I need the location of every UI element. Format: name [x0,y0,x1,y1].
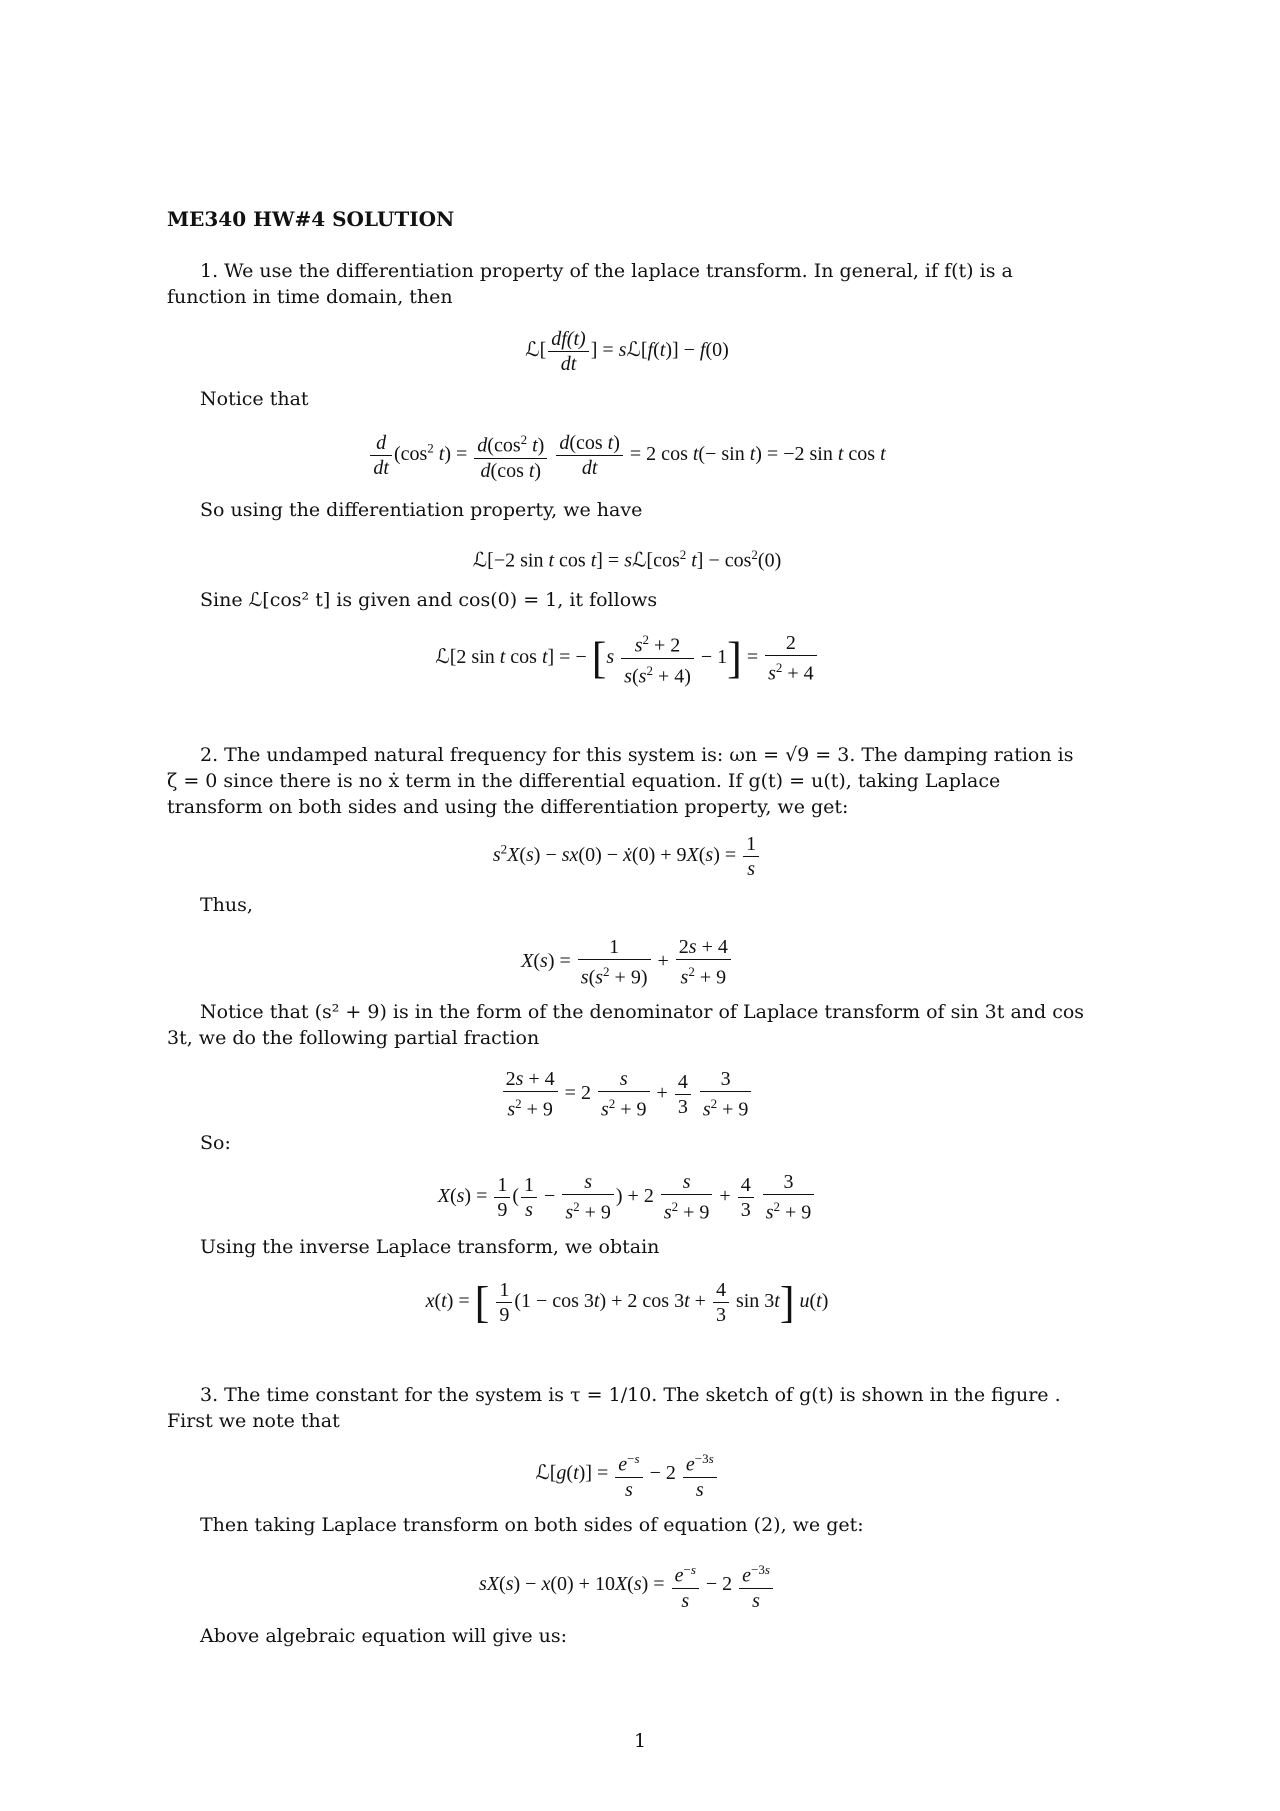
so-using-text: So using the differentiation property, we have [200,499,643,521]
using-inverse-text: Using the inverse Laplace transform, we obtain [200,1236,660,1258]
equation-laplace-g: ℒ[g(t)] = $\frac{e^{-s}}{s}$ − 2 $\frac{e^{-3s}}{s}$ [167,1447,1087,1502]
equation-partial-fraction: $\frac{2s + 4}{s^2 + 9}$ = 2 $\frac{s}{s^2 + 9}$ + $\frac{4}{3}$ $\frac{3}{s^2 + 9}$ [167,1067,1087,1122]
above-text: Above algebraic equation will give us: [200,1625,568,1647]
equation-result-1: ℒ[2 sin t cos t] = − [s $\frac{s^2 + 2}{s(s^2 + 4)}$ − 1] = $\frac{2}{s^2 + 4}$ [167,628,1087,688]
equation-xs: X(s) = $\frac{1}{s(s^2 + 9)}$ + $\frac{2s + 4}{s^2 + 9}$ [167,935,1087,990]
notice-partial-fraction: Notice that (s² + 9) is in the form of the denominator of Laplace transform of sin 3t and cos 3t, we do the following partial fraction [167,1001,1085,1049]
problem-2-intro: 2. The undamped natural frequency for this system is: ωn = √9 = 3. The damping ration is ζ = 0 since there is no ẋ term in the differential equation. If g(t) = u(t), taking Laplace transform on both sides and using the differentiation property, we get: [167,744,1074,818]
equation-differentiation-property: ℒ[ $\frac{df(t)}{dt}$ ] = sℒ[f(t)] − f(0) [525,328,729,375]
page-number: 1 [633,1730,647,1752]
equation-cos-derivative: $\frac{d}{dt}$ ($\cos^2$ t) = $\frac{d(\cos^2 t)}{\text{d(cos t)}}$ $\frac{\text{d(cos t)}}{dt}$ = 2 cos t(− sin t) = −2 sin t cos t [167,428,1087,483]
thus-text: Thus, [200,894,253,916]
equation-laplace-sin-cos: ℒ[−2 sin t $\cos t] = sℒ[\cos^2$ $t] - \cos^2(0)$ [472,547,782,572]
problem-1-intro: 1. We use the differentiation property of the laplace transform. In general, if f(t) is a function in time domain, then [167,260,1013,308]
equation-first-order: sX(s) − x(0) + 10X(s) = $\frac{e^{-s}}{s}$ − 2 $\frac{e^{-3s}}{s}$ [167,1558,1087,1613]
then-text: Then taking Laplace transform on both sides of equation (2), we get: [200,1514,864,1536]
equation-xt: x(t) = [ $\frac{1}{9}$ (1 − cos 3t) + 2 cos 3t + $\frac{4}{3}$ sin 3t] u(t) [425,1278,829,1327]
so-text: So: [200,1132,231,1154]
notice-text: Notice that [200,388,309,410]
problem-3-intro: 3. The time constant for the system is τ = 1/10. The sketch of g(t) is shown in the figure . First we note that [167,1384,1061,1432]
sine-text: Sine ℒ[cos² t] is given and cos(0) = 1, it follows [200,589,658,611]
equation-xs-expanded: X(s) = $\frac{1}{9}$ ( $\frac{1}{s}$ − $\frac{s}{s^2 + 9}$ ) + 2 $\frac{s}{s^2 + 9}$ + $\frac{4}{3}$ $\frac{3}{s^2 + 9}$ [167,1170,1087,1225]
page-title: ME340 HW#4 SOLUTION [167,207,455,231]
equation-ode-laplace: $s^2X(s) - sx(0)$ − ẋ(0) + 9X(s) = $\frac{1}{s}$ [167,832,1087,881]
